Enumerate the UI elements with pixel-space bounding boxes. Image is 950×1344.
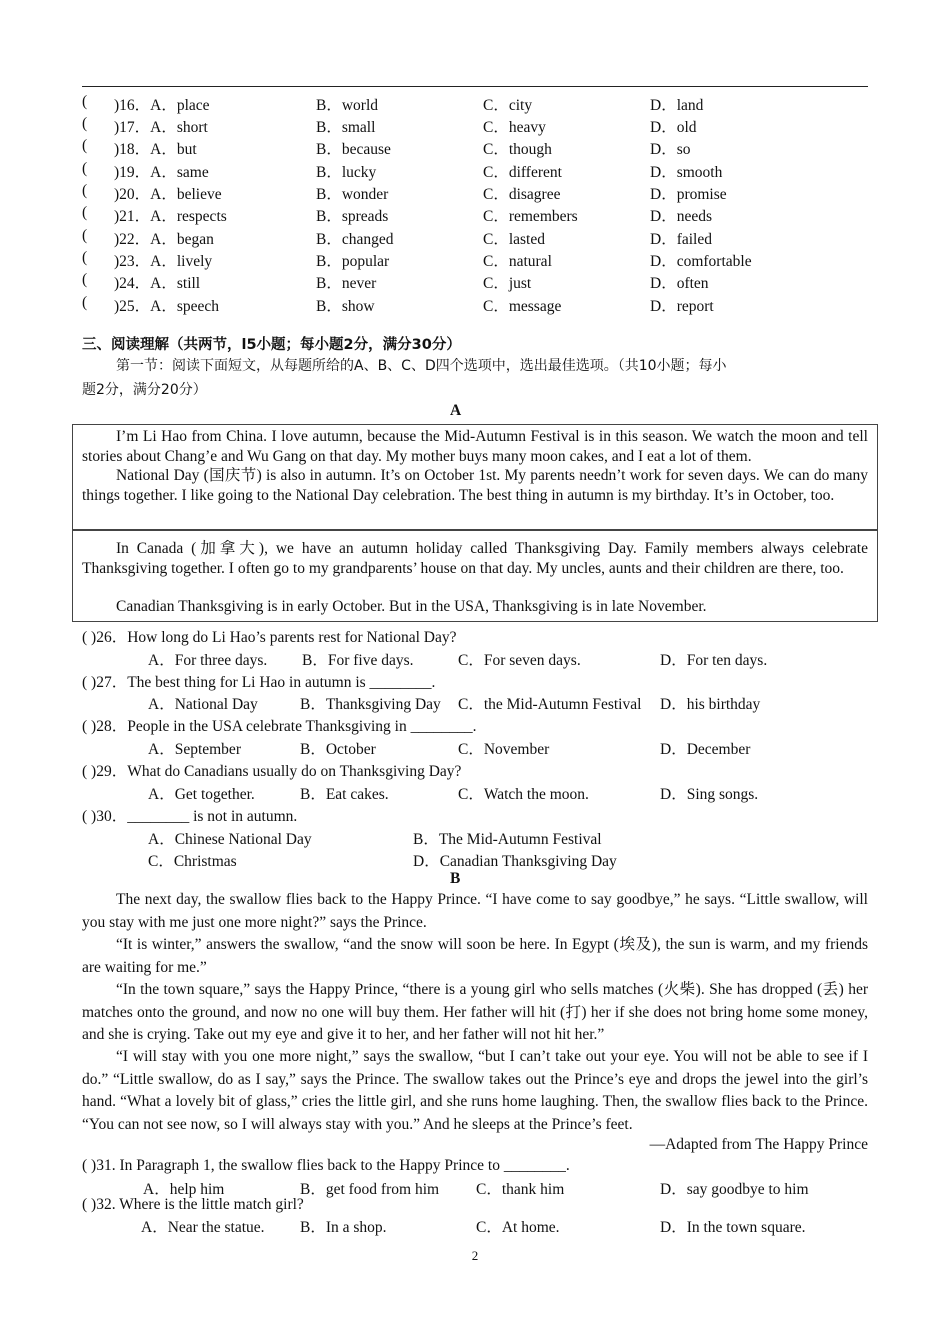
question-27-option-c: C．the Mid-Autumn Festival — [458, 696, 642, 713]
question-20 — [82, 182, 868, 204]
passage-b-paragraph-1: The next day, the swallow flies back to the Happy Prince. “I have come to say goodbye,” he says. “Little swallow, will you stay with me just one more night?” says the Prince. — [82, 891, 868, 931]
question-32-option-b: B．In a shop. — [300, 1219, 387, 1236]
answer-paren: ( — [82, 227, 88, 244]
question-27-option-d: D．his birthday — [660, 696, 761, 713]
answer-paren: ( — [82, 294, 88, 311]
option-b: B．lucky — [316, 164, 377, 181]
passage-b-paragraph-3: “In the town square,” says the Happy Prince, “there is a young girl who sells matches (火柴). She has dropped (丢) her matches onto the ground, and now no one will buy them. Her father will hit (打) her if she does not bring home some money, and she is crying. Take out my eye and give it to her, and her father will not hit her.” — [82, 981, 868, 1043]
option-d: D．land — [650, 97, 704, 114]
question-16 — [82, 93, 868, 115]
question-30-option-c: C．Christmas — [148, 853, 237, 870]
question-29-option-b: B．Eat cakes. — [300, 786, 389, 803]
option-b: B．show — [316, 298, 375, 315]
question-30-option-a: A．Chinese National Day — [148, 831, 312, 848]
option-b: B．wonder — [316, 186, 389, 203]
option-c: C．remembers — [483, 208, 578, 225]
question-27-option-b: B．Thanksgiving Day — [300, 696, 441, 713]
question-26-option-d: D．For ten days. — [660, 652, 768, 669]
option-a: )18．A．but — [114, 141, 197, 158]
option-a: )23．A．lively — [114, 253, 213, 270]
question-32-option-a: A．Near the statue. — [141, 1219, 265, 1236]
option-c: C．natural — [483, 253, 552, 270]
answer-paren: ( — [82, 160, 88, 177]
question-32-stem: ( )32. Where is the little match girl? — [82, 1196, 304, 1213]
option-d: D．so — [650, 141, 691, 158]
question-24 — [82, 271, 868, 293]
question-22 — [82, 227, 868, 249]
option-a: )21．A．respects — [114, 208, 227, 225]
option-d: D．failed — [650, 231, 712, 248]
question-31-option-a: A．help him — [143, 1181, 225, 1198]
page-number: 2 — [471, 1248, 479, 1263]
option-d: D．often — [650, 275, 709, 292]
passage-b-paragraph-2: “It is winter,” answers the swallow, “and the snow will soon be here. In Egypt (埃及), the sun is warm, and my friends are waiting for me.” — [82, 936, 868, 976]
answer-paren: ( — [82, 137, 88, 154]
option-d: D．promise — [650, 186, 727, 203]
option-a: )16．A．place — [114, 97, 210, 114]
option-d: D．needs — [650, 208, 712, 225]
question-26-stem: ( )26．How long do Li Hao’s parents rest for National Day? — [82, 629, 457, 646]
question-23 — [82, 249, 868, 271]
question-28-option-a: A．September — [148, 741, 241, 758]
option-b: B．never — [316, 275, 377, 292]
question-31-option-c: C．thank him — [476, 1181, 565, 1198]
question-31-option-d: D．say goodbye to him — [660, 1181, 809, 1198]
option-c: C．city — [483, 97, 533, 114]
answer-paren: ( — [82, 182, 88, 199]
question-27-option-a: A．National Day — [148, 696, 258, 713]
passage-b-paragraph-4: “I will stay with you one more night,” says the swallow, “but I can’t take out your eye. You will not be able to see if I do.” “Little swallow, do as I say,” says the Prince. The swallow takes out the Prince’s eye and drops the jewel into the girl’s hand. “What a lovely bit of glass,” cries the little girl, and she runs home laughing. Then, the swallow flies back to the Prince. “You can not see now, so I will always stay with you.” And he sleeps at the Prince’s feet. — [82, 1048, 868, 1133]
answer-paren: ( — [82, 271, 88, 288]
option-a: )22．A．began — [114, 231, 214, 248]
passage-a-paragraph-1: I’m Li Hao from China. I love autumn, because the Mid-Autumn Festival is in this season. We watch the moon and tell stories about Chang’e and Wu Gang on that day. My mother buys many moon cakes, and I eat a lot of them. — [82, 428, 868, 465]
question-18 — [82, 137, 868, 159]
option-c: C．heavy — [483, 119, 546, 136]
passage-b-label: B — [450, 870, 461, 887]
option-b: B．small — [316, 119, 376, 136]
question-28-option-c: C．November — [458, 741, 550, 758]
passage-b-source: —Adapted from The Happy Prince — [649, 1136, 868, 1153]
option-b: B．because — [316, 141, 391, 158]
option-b: B．changed — [316, 231, 394, 248]
option-d: D．report — [650, 298, 714, 315]
option-a: )19．A．same — [114, 164, 209, 181]
passage-a-paragraph-2: National Day (国庆节) is also in autumn. It’s on October 1st. My parents needn’t work for seven days. We can do many things together. I like going to the National Day celebration. The best thing in autumn is my birthday. It’s in October, too. — [82, 467, 868, 504]
question-32-option-d: D．In the town square. — [660, 1219, 806, 1236]
answer-paren: ( — [82, 249, 88, 266]
answer-paren: ( — [82, 115, 88, 132]
option-b: B．world — [316, 97, 379, 114]
question-31-stem: ( )31. In Paragraph 1, the swallow flies back to the Happy Prince to ________. — [82, 1157, 570, 1174]
section-intro-line1: 第一节：阅读下面短文，从每题所给的A、B、C、D四个选项中，选出最佳选项。（共10小题；每小 — [116, 358, 727, 374]
question-27-stem: ( )27．The best thing for Li Hao in autumn is ________. — [82, 674, 436, 691]
passage-a-paragraph-4: Canadian Thanksgiving is in early October. But in the USA, Thanksgiving is in late November. — [116, 598, 707, 615]
option-a: )24．A．still — [114, 275, 201, 292]
option-b: B．popular — [316, 253, 390, 270]
option-a: )20．A．believe — [114, 186, 222, 203]
question-30-stem: ( )30．________ is not in autumn. — [82, 808, 298, 825]
question-30-option-b: B．The Mid-Autumn Festival — [413, 831, 602, 848]
question-28-stem: ( )28．People in the USA celebrate Thanksgiving in ________. — [82, 718, 477, 735]
question-17 — [82, 115, 868, 137]
question-30-option-d: D．Canadian Thanksgiving Day — [413, 853, 617, 870]
section-intro-line2: 题2分，满分20分） — [82, 382, 207, 398]
question-28-option-d: D．December — [660, 741, 751, 758]
question-19 — [82, 160, 868, 182]
question-29-option-a: A．Get together. — [148, 786, 255, 803]
question-28-option-b: B．October — [300, 741, 376, 758]
option-c: C．though — [483, 141, 552, 158]
option-a: )17．A．short — [114, 119, 208, 136]
option-d: D．old — [650, 119, 697, 136]
question-31-option-b: B．get food from him — [300, 1181, 440, 1198]
passage-a-paragraph-3: In Canada (加拿大), we have an autumn holiday called Thanksgiving Day. Family members always celebrate Thanksgiving together. I often go to my grandparents’ house on that day. My uncles, aunts and their children are there, too. — [82, 540, 868, 577]
option-b: B．spreads — [316, 208, 389, 225]
option-d: D．comfortable — [650, 253, 752, 270]
option-d: D．smooth — [650, 164, 723, 181]
question-29-option-c: C．Watch the moon. — [458, 786, 589, 803]
header-rule — [82, 86, 868, 87]
option-c: C．just — [483, 275, 532, 292]
question-25 — [82, 294, 868, 316]
question-21 — [82, 204, 868, 226]
answer-paren: ( — [82, 93, 88, 110]
question-26-option-c: C．For seven days. — [458, 652, 581, 669]
option-c: C．disagree — [483, 186, 561, 203]
question-29-option-d: D．Sing songs. — [660, 786, 759, 803]
option-c: C．different — [483, 164, 562, 181]
answer-paren: ( — [82, 204, 88, 221]
passage-a-label: A — [450, 402, 462, 419]
option-c: C．message — [483, 298, 562, 315]
option-c: C．lasted — [483, 231, 545, 248]
question-26-option-a: A．For three days. — [148, 652, 268, 669]
section-title: 三、阅读理解（共两节，l5小题；每小题2分，满分30分） — [82, 337, 461, 353]
option-a: )25．A．speech — [114, 298, 220, 315]
question-32-option-c: C．At home. — [476, 1219, 560, 1236]
question-26-option-b: B．For five days. — [302, 652, 414, 669]
question-29-stem: ( )29．What do Canadians usually do on Thanksgiving Day? — [82, 763, 462, 780]
